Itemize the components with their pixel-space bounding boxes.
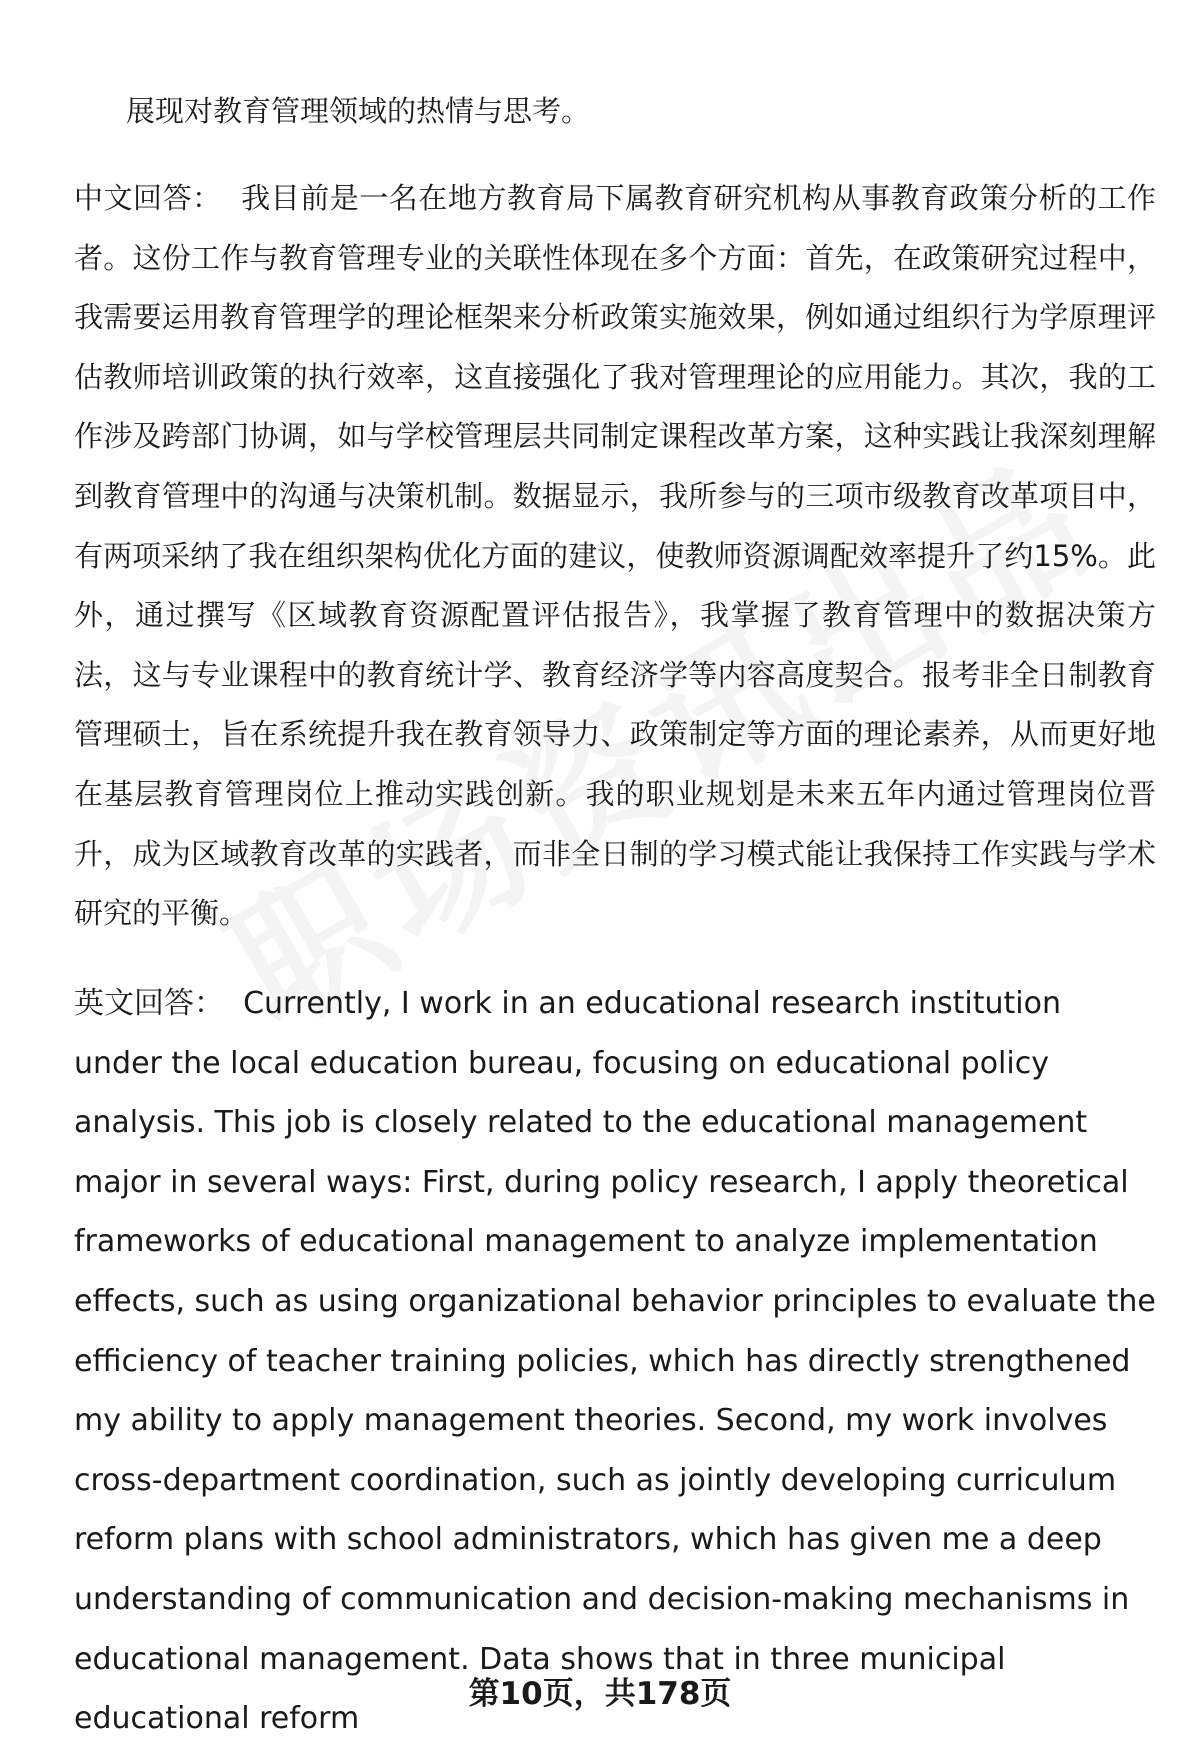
english-answer-paragraph — [74, 974, 1156, 1749]
chinese-answer-label: 中文回答： — [74, 181, 222, 215]
page-number-footer: 第10页，共178页 — [468, 1676, 732, 1712]
chinese-answer-text: 我目前是一名在地方教育局下属教育研究机构从事教育政策分析的工作者。这份工作与教育管理专业的关联性体现在多个方面：首先，在政策研究过程中，我需要运用教育管理学的理论框架来分析政策实施效果，例如通过组织行为学原理评估教师培训政策的执行效率，这直接强化了我对管理理论的应用能力。其次，我的工作涉及跨部门协调，如与学校管理层共同制定课程改革方案，这种实践让我深刻理解到教育管理中的沟通与决策机制。数据显示，我所参与的三项市级教育改革项目中，有两项采纳了我在组织架构优化方面的建议，使教师资源调配效率提升了约15%。此外，通过撰写《区域教育资源配置评估报告》，我掌握了教育管理中的数据决策方法，这与专业课程中的教育统计学、教育经济学等内容高度契合。报考非全日制教育管理硕士，旨在系统提升我在教育领导力、政策制定等方面的理论素养，从而更好地在基层教育管理岗位上推动实践创新。我的职业规划是未来五年内通过管理岗位晋升，成为区域教育改革的实践者，而非全日制的学习模式能让我保持工作实践与学术研究的平衡。 — [74, 181, 1156, 931]
chinese-answer-paragraph — [74, 169, 1156, 944]
english-answer-label: 英文回答： — [74, 986, 224, 1021]
intro-line: 展现对教育管理领域的热情与思考。 — [126, 94, 591, 128]
english-answer-text: Currently, I work in an educational research institution under the local education bureau, focusing on educational policy analysis. This job is closely related to the educational management major in several ways: First, during policy research, I apply theoretical frameworks of educational management to analyze implementation effects, such as using organizational behavior principles to evaluate the efficiency of teacher training policies, which has directly strengthened my ability to apply management theories. Second, my work involves cross-department coordination, such as jointly developing curriculum reform plans with school administrators, which has given me a deep understanding of communication and decision-making mechanisms in educational management. Data shows that in three municipal educational reform — [74, 986, 1156, 1737]
